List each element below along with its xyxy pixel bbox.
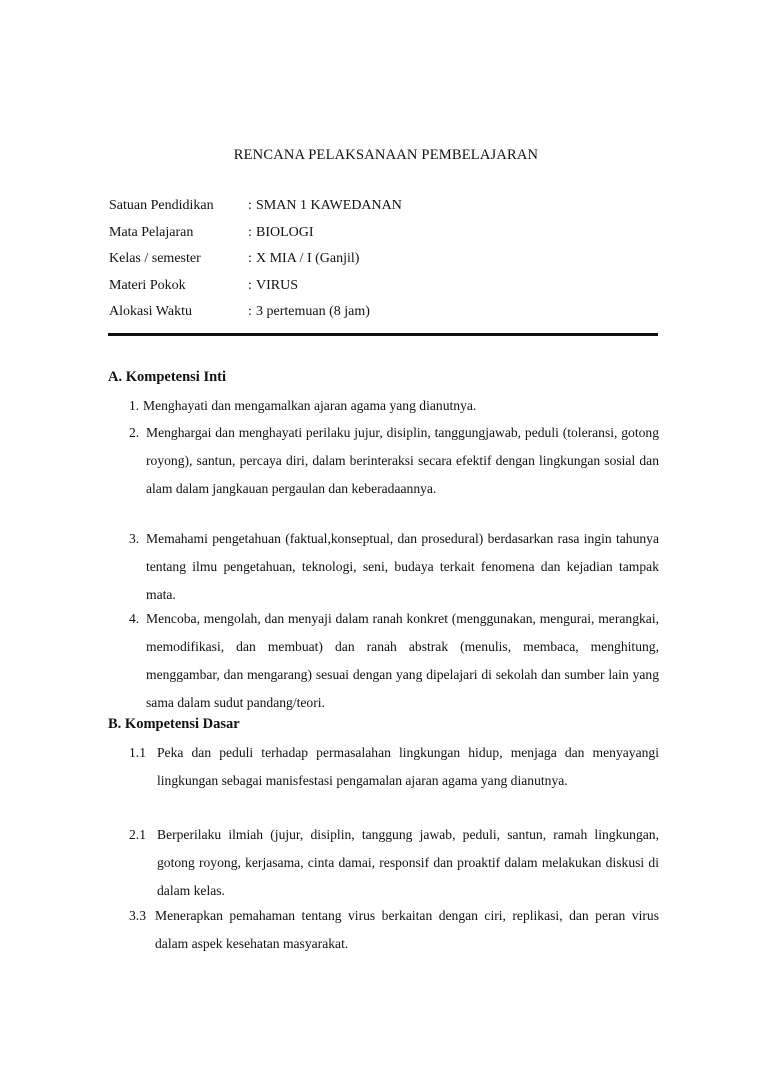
info-value: SMAN 1 KAWEDANAN xyxy=(256,198,402,213)
info-row-satuan-pendidikan xyxy=(109,198,669,225)
list-item xyxy=(129,605,659,717)
item-number: 3.3 xyxy=(129,908,146,923)
item-text: Menghayati dan mengamalkan ajaran agama yang dianutnya. xyxy=(143,398,477,413)
info-separator: : xyxy=(248,198,252,213)
info-value: 3 pertemuan (8 jam) xyxy=(256,304,370,319)
item-number: 1. xyxy=(129,398,140,413)
item-text: Mencoba, mengolah, dan menyaji dalam ranah konkret (menggunakan, mengurai, merangkai, memodifikasi, dan membuat) dan ranah abstrak (menulis, membaca, menghitung, menggambar, dan mengarang) sesuai dengan yang dipelajari di sekolah dan sumber lain yang sama dalam sudut pandang/teori. xyxy=(146,611,659,710)
info-label: Mata Pelajaran xyxy=(109,224,194,240)
item-number: 2.1 xyxy=(129,827,146,842)
list-item xyxy=(129,392,659,420)
info-value: X MIA / I (Ganjil) xyxy=(256,251,360,266)
info-row-kelas-semester xyxy=(109,251,669,278)
item-text: Berperilaku ilmiah (jujur, disiplin, tanggung jawab, peduli, santun, ramah lingkungan, gotong royong, kerjasama, cinta damai, responsif dan proaktif dalam melakukan diskusi di dalam kelas. xyxy=(157,827,659,898)
list-item xyxy=(129,902,659,958)
info-row-alokasi-waktu xyxy=(109,304,669,331)
info-row-mata-pelajaran xyxy=(109,225,669,252)
info-separator: : xyxy=(248,277,252,293)
info-row-materi-pokok xyxy=(109,278,669,305)
info-separator: : xyxy=(248,304,252,319)
info-separator: : xyxy=(248,224,252,240)
info-label: Materi Pokok xyxy=(109,277,186,293)
item-number: 2. xyxy=(129,425,140,440)
item-text: Menerapkan pemahaman tentang virus berkaitan dengan ciri, replikasi, dan peran virus dalam aspek kesehatan masyarakat. xyxy=(155,908,659,951)
header-divider xyxy=(108,333,658,336)
item-number: 4. xyxy=(129,611,140,626)
section-heading-kompetensi-dasar: B. Kompetensi Dasar xyxy=(108,716,240,732)
item-number: 1.1 xyxy=(129,745,146,760)
info-value: VIRUS xyxy=(256,277,299,293)
info-separator: : xyxy=(248,251,252,266)
info-label: Alokasi Waktu xyxy=(109,304,192,319)
list-item xyxy=(129,739,659,795)
item-text: Peka dan peduli terhadap permasalahan lingkungan hidup, menjaga dan menyayangi lingkungan sebagai manisfestasi pengamalan ajaran agama yang dianutnya. xyxy=(157,745,659,788)
info-label: Satuan Pendidikan xyxy=(109,198,214,213)
list-item xyxy=(129,419,659,503)
item-text: Menghargai dan menghayati perilaku jujur, disiplin, tanggungjawab, peduli (toleransi, gotong royong), santun, percaya diri, dalam berinteraksi secara efektif dengan lingkungan sosial dan alam dalam jangkauan pergaulan dan keberadaannya. xyxy=(146,425,659,496)
section-heading-kompetensi-inti: A. Kompetensi Inti xyxy=(108,369,227,385)
info-value: BIOLOGI xyxy=(256,224,314,240)
page-title: RENCANA PELAKSANAAN PEMBELAJARAN xyxy=(233,147,539,163)
identity-table xyxy=(109,198,669,331)
info-label: Kelas / semester xyxy=(109,251,201,266)
item-number: 3. xyxy=(129,531,140,546)
list-item xyxy=(129,525,659,609)
item-text: Memahami pengetahuan (faktual,konseptual, dan prosedural) berdasarkan rasa ingin tahunya tentang ilmu pengetahuan, teknologi, seni, budaya terkait fenomena dan kejadian tampak mata. xyxy=(146,531,659,602)
list-item xyxy=(129,821,659,905)
